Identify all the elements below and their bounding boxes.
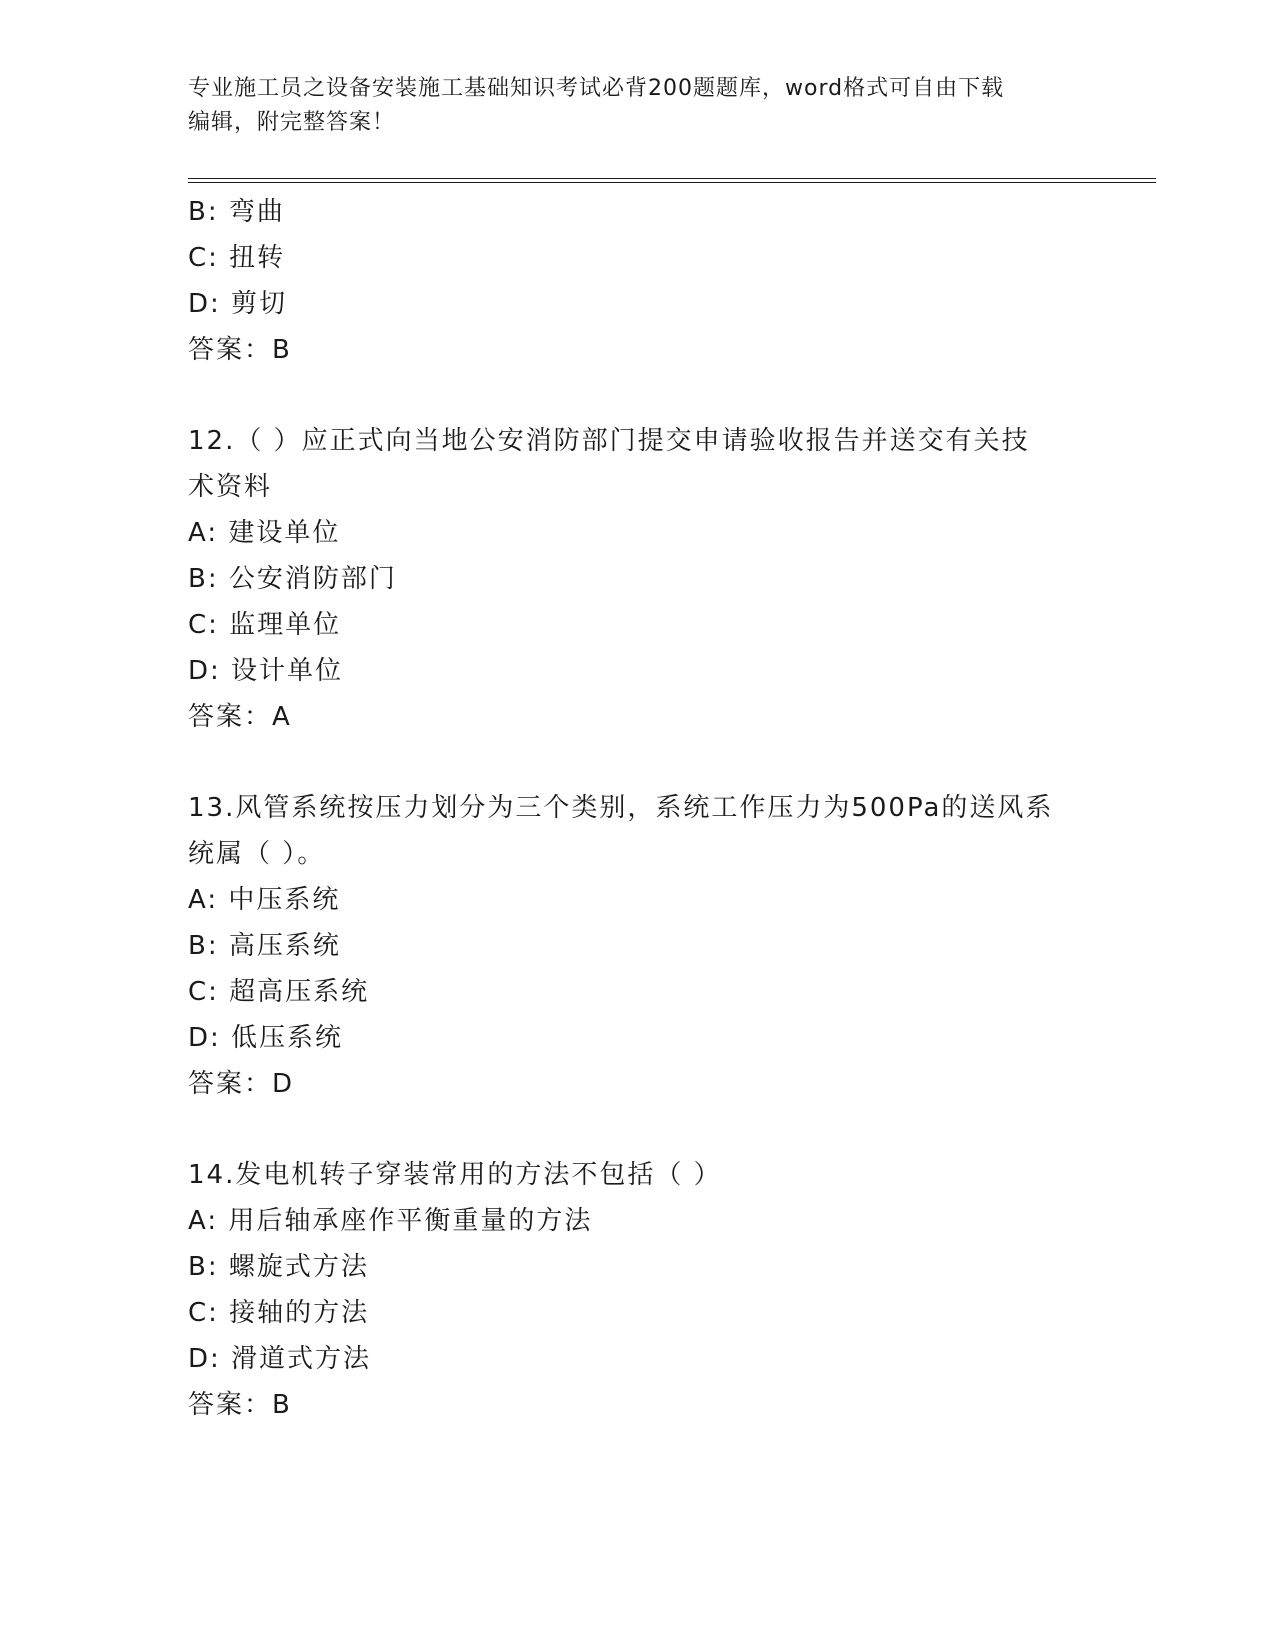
header-divider-top bbox=[188, 178, 1156, 179]
header-line-2: 编辑，附完整答案！ bbox=[188, 110, 396, 135]
question-13 bbox=[188, 785, 1088, 1107]
question-14 bbox=[188, 1152, 1088, 1428]
question-stem: 12.（ ）应正式向当地公安消防部门提交申请验收报告并送交有关技 bbox=[188, 426, 1030, 456]
question-11-tail bbox=[188, 189, 1088, 373]
option-c: C: 监理单位 bbox=[188, 610, 342, 640]
question-stem-cont: 统属（ ）。 bbox=[188, 839, 326, 869]
option-d: D: 设计单位 bbox=[188, 656, 344, 686]
option-c: C: 接轴的方法 bbox=[188, 1298, 370, 1328]
option-d: D: 滑道式方法 bbox=[188, 1344, 372, 1374]
document-header bbox=[188, 72, 1088, 140]
option-b: B: 弯曲 bbox=[188, 197, 285, 227]
option-b: B: 螺旋式方法 bbox=[188, 1252, 369, 1282]
answer: 答案：B bbox=[188, 335, 292, 365]
question-12 bbox=[188, 418, 1088, 740]
option-a: A: 中压系统 bbox=[188, 885, 341, 915]
header-divider-bottom bbox=[188, 182, 1156, 183]
option-d: D: 低压系统 bbox=[188, 1023, 344, 1053]
option-b: B: 高压系统 bbox=[188, 931, 341, 961]
option-a: A: 建设单位 bbox=[188, 518, 341, 548]
option-c: C: 超高压系统 bbox=[188, 977, 370, 1007]
option-c: C: 扭转 bbox=[188, 243, 286, 273]
option-b: B: 公安消防部门 bbox=[188, 564, 397, 594]
answer: 答案：D bbox=[188, 1069, 295, 1099]
question-stem: 14.发电机转子穿装常用的方法不包括（ ） bbox=[188, 1160, 722, 1190]
answer: 答案：B bbox=[188, 1390, 292, 1420]
option-a: A: 用后轴承座作平衡重量的方法 bbox=[188, 1206, 593, 1236]
header-line-1: 专业施工员之设备安装施工基础知识考试必背200题题库，word格式可自由下载 bbox=[188, 76, 1005, 101]
question-stem: 13.风管系统按压力划分为三个类别，系统工作压力为500Pa的送风系 bbox=[188, 793, 1054, 823]
question-list bbox=[188, 189, 1088, 1428]
option-d: D: 剪切 bbox=[188, 289, 288, 319]
answer: 答案：A bbox=[188, 702, 292, 732]
question-stem-cont: 术资料 bbox=[188, 472, 273, 502]
